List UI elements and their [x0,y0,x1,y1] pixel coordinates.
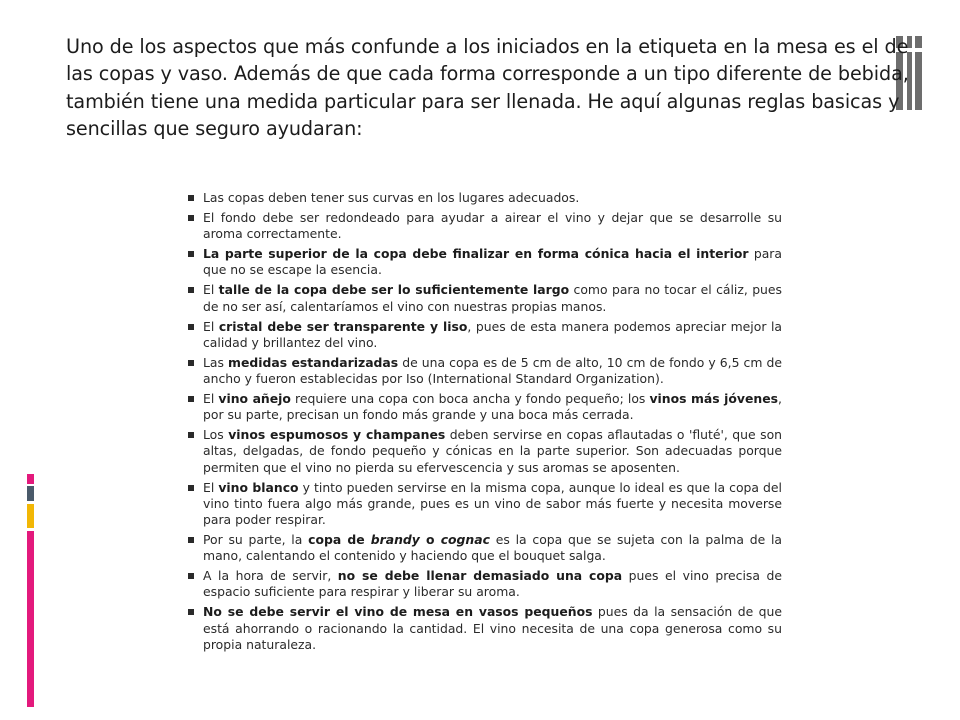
bullet-text-bold: no se debe llenar demasiado una copa [337,568,623,584]
bullet-text-bold: No se debe servir el vino de mesa en vasos pequeños [203,604,593,620]
slide-title: Uno de los aspectos que más confunde a los iniciados en la etiqueta en la mesa es el de las copas y vaso. Además de que cada forma corresponde a un tipo diferente de bebida, también tiene una medida particular para ser llenada. He aquí algunas reglas basicas y sencillas que seguro ayudaran: [66,35,909,141]
bullet-text: de una copa es de 5 cm de alto, 10 cm de fondo y 6,5 cm de ancho y fueron establecidas por Iso (International Standard Organization). [203,354,782,387]
bullet-list [186,190,782,653]
bullet-item [186,391,782,423]
bullet-text: El [203,318,219,334]
bullet-text-emphasis: brandy [370,532,420,548]
bullet-text: , por su parte, precisan un fondo más grande y una boca más cerrada. [203,391,782,423]
bullet-item [186,246,782,278]
bullet-text: y tinto pueden servirse en la misma copa, aunque lo ideal es que la copa del vino tinto fuera algo más grande, pues es un vino de sabor más fuerte y necesita moverse para poder respirar. [203,479,782,528]
bullet-content [186,190,782,657]
bullet-text: El [203,282,219,298]
bullet-text: para que no se escape la esencia. [203,246,782,278]
bullet-item [186,210,782,242]
bullet-item [186,532,782,564]
bullet-text-bold: vinos espumosos y champanes [228,427,446,443]
bullet-text: Las copas deben tener sus curvas en los lugares adecuados. [203,190,580,205]
bullet-item [186,190,782,206]
bullet-text-bold: medidas estandarizadas [228,354,399,370]
bullet-text: , pues de esta manera podemos apreciar mejor la calidad y brillantez del vino. [203,318,782,350]
bullet-text: pues da la sensación de que está ahorrando o racionando la cantidad. El vino necesita de una copa generosa como su propia naturaleza. [203,604,782,652]
bullet-text: Las [203,354,229,370]
bullet-text-bold: copa de [308,532,371,548]
bullet-text: requiere una copa con boca ancha y fondo pequeño; los [290,391,650,407]
bullet-text: pues el vino precisa de espacio suficiente para respirar y liberar su aroma. [203,568,783,600]
bullet-text-bold: La parte superior de la copa debe finalizar en forma cónica hacia el interior [203,246,749,262]
bullet-item [186,319,782,351]
bullet-text: Los [203,427,229,443]
bullet-text-bold: vino blanco [218,479,299,495]
deco-seg-magenta-1 [27,474,34,484]
bullet-text-bold: vinos más jóvenes [649,391,779,407]
bullet-item [186,355,782,387]
bullet-text: El [203,391,219,407]
deco-seg-yellow [27,504,34,528]
bullet-item [186,282,782,314]
bullet-text-bold: o [419,532,441,548]
bullet-item [186,568,782,600]
bullet-text: deben servirse en copas aflautadas o 'fluté', que son altas, delgadas, de fondo pequeño y cónicas en la parte superior. Son adecuadas porque permiten que el vino no pierda su efervescencia y sus aromas se aposenten. [203,427,782,475]
bullet-text: es la copa que se sujeta con la palma de la mano, calentando el contenido y haciendo que el bouquet salga. [203,532,783,564]
deco-seg-magenta-2 [27,531,34,707]
bullet-text-emphasis: cognac [440,532,490,548]
bullet-text: Por su parte, la [203,532,309,548]
bullet-item [186,480,782,529]
bullet-text: A la hora de servir, [203,568,338,584]
bullet-text: El fondo debe ser redondeado para ayudar a airear el vino y dejar que se desarrolle su aroma correctamente. [203,210,782,242]
bullet-text-bold: talle de la copa debe ser lo suficientemente largo [218,282,570,298]
deco-seg-slate [27,486,34,501]
bullet-text-bold: vino añejo [218,391,291,407]
bullet-item [186,604,782,653]
bullet-text: El [203,479,219,495]
bullet-text-bold [441,532,490,547]
bullet-text-bold [371,532,420,547]
bullet-text: como para no tocar el cáliz, pues de no ser así, calentaríamos el vino con nuestras propias manos. [203,282,782,314]
bullet-text-bold: cristal debe ser transparente y liso [218,318,468,334]
bullet-item [186,427,782,476]
